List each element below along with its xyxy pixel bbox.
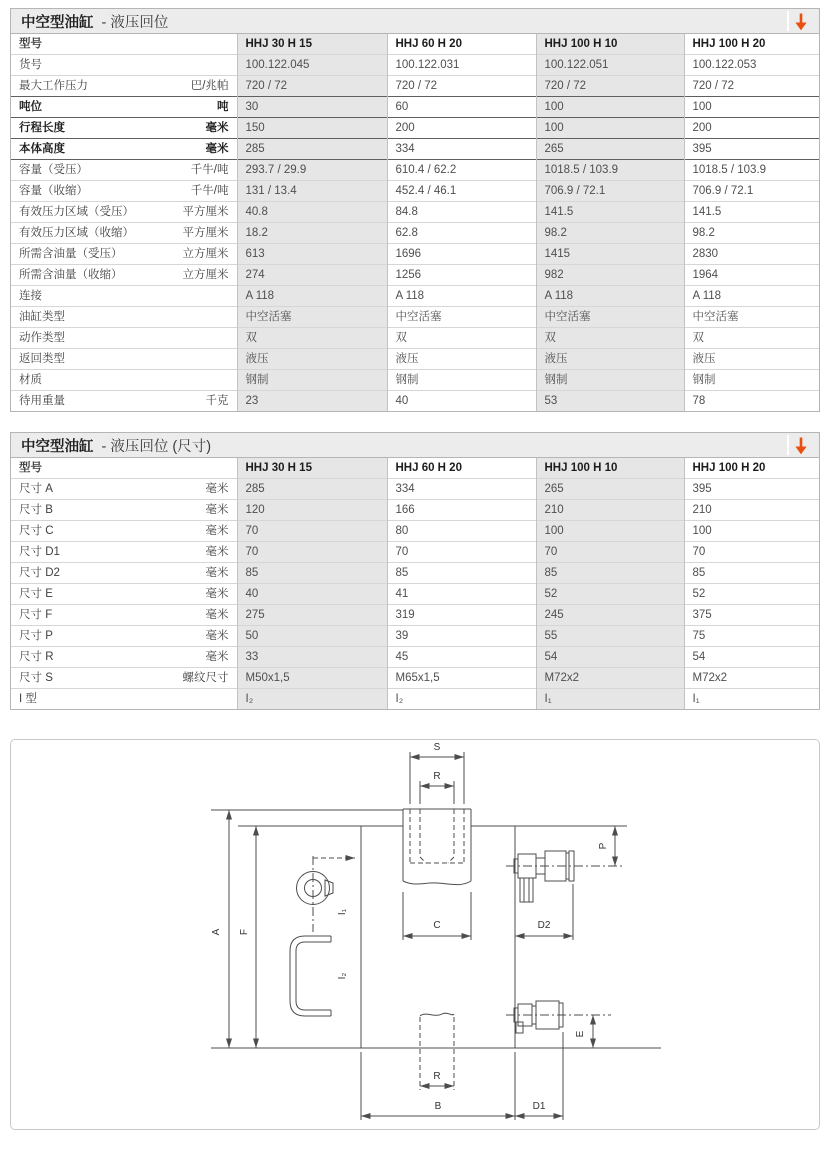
table-row bbox=[11, 328, 819, 349]
row-unit bbox=[168, 370, 237, 391]
value-cell: 166 bbox=[387, 500, 536, 521]
table-row bbox=[11, 647, 819, 668]
value-cell: 23 bbox=[237, 391, 387, 412]
row-label: 有效压力区域（受压） bbox=[11, 202, 168, 223]
table-row bbox=[11, 307, 819, 328]
table-row bbox=[11, 97, 819, 118]
value-cell: 70 bbox=[237, 521, 387, 542]
row-label: 容量（收缩） bbox=[11, 181, 168, 202]
value-cell: 245 bbox=[536, 605, 684, 626]
row-label: 所需含油量（受压） bbox=[11, 244, 168, 265]
value-cell: 45 bbox=[387, 647, 536, 668]
value-cell: 52 bbox=[684, 584, 819, 605]
dimension-label-f: F bbox=[239, 928, 250, 936]
value-cell: M50x1,5 bbox=[237, 668, 387, 689]
dimension-label-i1: I₁ bbox=[337, 908, 348, 916]
value-cell: A 118 bbox=[237, 286, 387, 307]
value-cell: 液压 bbox=[536, 349, 684, 370]
row-unit: 平方厘米 bbox=[168, 202, 237, 223]
value-cell: 375 bbox=[684, 605, 819, 626]
table-row bbox=[11, 349, 819, 370]
dimension-b-d1 bbox=[361, 1032, 563, 1120]
row-unit: 毫米 bbox=[168, 626, 237, 647]
dimension-label-i2: I₂ bbox=[337, 972, 348, 980]
value-cell: 131 / 13.4 bbox=[237, 181, 387, 202]
value-cell: 钢制 bbox=[536, 370, 684, 391]
table-row bbox=[11, 286, 819, 307]
row-label: 尺寸 C bbox=[11, 521, 168, 542]
value-cell: 40 bbox=[387, 391, 536, 412]
value-cell: 1018.5 / 103.9 bbox=[684, 160, 819, 181]
value-cell: 液压 bbox=[684, 349, 819, 370]
table-header-row bbox=[11, 458, 819, 479]
value-cell: 100 bbox=[684, 97, 819, 118]
value-cell: 85 bbox=[387, 563, 536, 584]
value-cell: 1018.5 / 103.9 bbox=[536, 160, 684, 181]
row-unit: 立方厘米 bbox=[168, 244, 237, 265]
value-cell: 210 bbox=[536, 500, 684, 521]
download-arrow-icon[interactable] bbox=[787, 435, 813, 455]
value-cell: 200 bbox=[387, 118, 536, 139]
table-row bbox=[11, 223, 819, 244]
row-label: 尺寸 F bbox=[11, 605, 168, 626]
dimension-r-top bbox=[420, 771, 454, 804]
value-cell: 84.8 bbox=[387, 202, 536, 223]
dimension-label-b: B bbox=[434, 1101, 442, 1112]
value-cell: I₁ bbox=[536, 689, 684, 710]
dimension-label-a: A bbox=[211, 928, 222, 936]
value-cell: 285 bbox=[237, 479, 387, 500]
value-cell: 452.4 / 46.1 bbox=[387, 181, 536, 202]
table-row bbox=[11, 542, 819, 563]
value-cell: 40 bbox=[237, 584, 387, 605]
value-cell: 334 bbox=[387, 479, 536, 500]
row-unit: 毫米 bbox=[168, 605, 237, 626]
row-unit: 吨 bbox=[168, 97, 237, 118]
row-label: 容量（受压） bbox=[11, 160, 168, 181]
row-label: 尺寸 A bbox=[11, 479, 168, 500]
value-cell: 85 bbox=[237, 563, 387, 584]
dimension-label-d2: D2 bbox=[537, 920, 551, 931]
row-label: 行程长度 bbox=[11, 118, 168, 139]
value-cell: 395 bbox=[684, 139, 819, 160]
table-header-row bbox=[11, 34, 819, 55]
value-cell: 293.7 / 29.9 bbox=[237, 160, 387, 181]
column-header-label: 型号 bbox=[19, 38, 42, 50]
value-cell: 30 bbox=[237, 97, 387, 118]
value-cell: 2830 bbox=[684, 244, 819, 265]
row-unit: 毫米 bbox=[168, 118, 237, 139]
row-label: 连接 bbox=[11, 286, 168, 307]
value-cell: 100 bbox=[684, 521, 819, 542]
table-row bbox=[11, 391, 819, 412]
row-unit bbox=[168, 286, 237, 307]
row-unit bbox=[168, 55, 237, 76]
section-title-product: 中空型油缸 bbox=[21, 438, 94, 455]
value-cell: 70 bbox=[387, 542, 536, 563]
value-cell: 54 bbox=[684, 647, 819, 668]
section-title-product: 中空型油缸 bbox=[21, 14, 94, 31]
row-unit bbox=[168, 689, 237, 710]
value-cell: 钢制 bbox=[387, 370, 536, 391]
value-cell: I₂ bbox=[237, 689, 387, 710]
value-cell: 中空活塞 bbox=[536, 307, 684, 328]
value-cell: I₁ bbox=[684, 689, 819, 710]
value-cell: 62.8 bbox=[387, 223, 536, 244]
value-cell: 100.122.031 bbox=[387, 55, 536, 76]
value-cell: 100.122.051 bbox=[536, 55, 684, 76]
dimension-label-r-bottom: R bbox=[433, 1071, 441, 1082]
dimension-p bbox=[598, 826, 615, 866]
row-label: 本体高度 bbox=[11, 139, 168, 160]
dimension-c bbox=[403, 920, 471, 936]
row-unit bbox=[168, 307, 237, 328]
section-title bbox=[21, 11, 168, 32]
value-cell: 150 bbox=[237, 118, 387, 139]
value-cell: 395 bbox=[684, 479, 819, 500]
row-label: 尺寸 B bbox=[11, 500, 168, 521]
table-row bbox=[11, 118, 819, 139]
value-cell: 52 bbox=[536, 584, 684, 605]
value-cell: 98.2 bbox=[536, 223, 684, 244]
row-label: 最大工作压力 bbox=[11, 76, 168, 97]
table-row bbox=[11, 160, 819, 181]
value-cell: 85 bbox=[684, 563, 819, 584]
column-header-model: HHJ 100 H 20 bbox=[684, 34, 819, 55]
row-unit: 千牛/吨 bbox=[168, 160, 237, 181]
value-cell: 中空活塞 bbox=[387, 307, 536, 328]
table-row bbox=[11, 479, 819, 500]
value-cell: 706.9 / 72.1 bbox=[684, 181, 819, 202]
dimension-table bbox=[11, 458, 819, 709]
row-label: 尺寸 S bbox=[11, 668, 168, 689]
dimension-label-d1: D1 bbox=[532, 1101, 546, 1112]
value-cell: A 118 bbox=[387, 286, 536, 307]
table-row bbox=[11, 202, 819, 223]
table-row bbox=[11, 265, 819, 286]
value-cell: 100 bbox=[536, 118, 684, 139]
table-row bbox=[11, 605, 819, 626]
column-header-label: 型号 bbox=[19, 462, 42, 474]
value-cell: 双 bbox=[387, 328, 536, 349]
value-cell: 141.5 bbox=[536, 202, 684, 223]
dimension-panel-header bbox=[11, 433, 819, 458]
value-cell: 53 bbox=[536, 391, 684, 412]
value-cell: 双 bbox=[237, 328, 387, 349]
row-label: 材质 bbox=[11, 370, 168, 391]
table-row bbox=[11, 563, 819, 584]
section-title-variant: - 液压回位 bbox=[101, 14, 169, 31]
table-row bbox=[11, 139, 819, 160]
column-header-model: HHJ 60 H 20 bbox=[387, 458, 536, 479]
row-label: 油缸类型 bbox=[11, 307, 168, 328]
value-cell: 720 / 72 bbox=[237, 76, 387, 97]
value-cell: 285 bbox=[237, 139, 387, 160]
value-cell: 55 bbox=[536, 626, 684, 647]
lower-coupler bbox=[506, 1001, 611, 1033]
row-label: 尺寸 D1 bbox=[11, 542, 168, 563]
value-cell: 720 / 72 bbox=[684, 76, 819, 97]
row-unit bbox=[168, 349, 237, 370]
row-label: I 型 bbox=[11, 689, 168, 710]
value-cell: 54 bbox=[536, 647, 684, 668]
value-cell: 706.9 / 72.1 bbox=[536, 181, 684, 202]
value-cell: 39 bbox=[387, 626, 536, 647]
label-i1 bbox=[313, 858, 355, 915]
value-cell: 中空活塞 bbox=[237, 307, 387, 328]
row-unit: 毫米 bbox=[168, 500, 237, 521]
value-cell: 液压 bbox=[237, 349, 387, 370]
cylinder-dimension-diagram bbox=[10, 739, 820, 1130]
section-title bbox=[21, 435, 211, 456]
upper-coupler bbox=[506, 851, 623, 902]
value-cell: 613 bbox=[237, 244, 387, 265]
value-cell: 265 bbox=[536, 479, 684, 500]
row-unit: 螺纹尺寸 bbox=[168, 668, 237, 689]
value-cell: 钢制 bbox=[237, 370, 387, 391]
value-cell: 274 bbox=[237, 265, 387, 286]
spec-panel-header bbox=[11, 9, 819, 34]
value-cell: 60 bbox=[387, 97, 536, 118]
value-cell: 210 bbox=[684, 500, 819, 521]
row-unit: 毫米 bbox=[168, 647, 237, 668]
row-label: 有效压力区域（收缩） bbox=[11, 223, 168, 244]
value-cell: 200 bbox=[684, 118, 819, 139]
value-cell: 141.5 bbox=[684, 202, 819, 223]
row-label: 待用重量 bbox=[11, 391, 168, 412]
value-cell: 钢制 bbox=[684, 370, 819, 391]
row-unit: 平方厘米 bbox=[168, 223, 237, 244]
row-unit: 立方厘米 bbox=[168, 265, 237, 286]
table-row bbox=[11, 500, 819, 521]
dimension-label-s: S bbox=[433, 742, 441, 753]
table-row bbox=[11, 626, 819, 647]
value-cell: 85 bbox=[536, 563, 684, 584]
value-cell: M65x1,5 bbox=[387, 668, 536, 689]
value-cell: I₂ bbox=[387, 689, 536, 710]
value-cell: 78 bbox=[684, 391, 819, 412]
row-unit: 毫米 bbox=[168, 479, 237, 500]
table-row bbox=[11, 181, 819, 202]
value-cell: 33 bbox=[237, 647, 387, 668]
section-title-variant: - 液压回位 (尺寸) bbox=[101, 438, 212, 455]
dimension-label-r-top: R bbox=[433, 771, 441, 782]
column-header-model: HHJ 30 H 15 bbox=[237, 34, 387, 55]
row-label: 尺寸 R bbox=[11, 647, 168, 668]
row-unit: 千牛/吨 bbox=[168, 181, 237, 202]
dimension-label-c: C bbox=[433, 920, 441, 931]
row-unit: 毫米 bbox=[168, 563, 237, 584]
row-unit: 毫米 bbox=[168, 521, 237, 542]
value-cell: 70 bbox=[684, 542, 819, 563]
value-cell: 双 bbox=[536, 328, 684, 349]
value-cell: 319 bbox=[387, 605, 536, 626]
value-cell: 50 bbox=[237, 626, 387, 647]
value-cell: 75 bbox=[684, 626, 819, 647]
table-row bbox=[11, 244, 819, 265]
row-label: 返回类型 bbox=[11, 349, 168, 370]
row-unit bbox=[168, 328, 237, 349]
row-label: 所需含油量（收缩） bbox=[11, 265, 168, 286]
value-cell: 1256 bbox=[387, 265, 536, 286]
dimension-label-p: P bbox=[598, 842, 609, 850]
value-cell: M72x2 bbox=[536, 668, 684, 689]
value-cell: M72x2 bbox=[684, 668, 819, 689]
row-label: 尺寸 P bbox=[11, 626, 168, 647]
row-unit: 毫米 bbox=[168, 139, 237, 160]
value-cell: A 118 bbox=[684, 286, 819, 307]
row-unit: 毫米 bbox=[168, 542, 237, 563]
value-cell: 120 bbox=[237, 500, 387, 521]
column-header-model: HHJ 60 H 20 bbox=[387, 34, 536, 55]
row-unit: 千克 bbox=[168, 391, 237, 412]
spec-table bbox=[11, 34, 819, 411]
value-cell: 720 / 72 bbox=[387, 76, 536, 97]
value-cell: 中空活塞 bbox=[684, 307, 819, 328]
value-cell: 双 bbox=[684, 328, 819, 349]
dimension-label-e: E bbox=[575, 1030, 586, 1038]
table-row bbox=[11, 584, 819, 605]
value-cell: 610.4 / 62.2 bbox=[387, 160, 536, 181]
value-cell: 100.122.053 bbox=[684, 55, 819, 76]
value-cell: 70 bbox=[237, 542, 387, 563]
table-row bbox=[11, 521, 819, 542]
table-row bbox=[11, 689, 819, 710]
column-header-model: HHJ 30 H 15 bbox=[237, 458, 387, 479]
spec-panel bbox=[10, 8, 820, 412]
value-cell: 100 bbox=[536, 521, 684, 542]
value-cell: 1415 bbox=[536, 244, 684, 265]
value-cell: 334 bbox=[387, 139, 536, 160]
column-header-model: HHJ 100 H 20 bbox=[684, 458, 819, 479]
dimension-panel bbox=[10, 432, 820, 710]
value-cell: A 118 bbox=[536, 286, 684, 307]
table-row bbox=[11, 55, 819, 76]
cylinder-drawing bbox=[11, 740, 819, 1129]
dimension-r-bottom bbox=[420, 1071, 454, 1086]
value-cell: 70 bbox=[536, 542, 684, 563]
row-label: 尺寸 E bbox=[11, 584, 168, 605]
value-cell: 18.2 bbox=[237, 223, 387, 244]
column-header-model: HHJ 100 H 10 bbox=[536, 458, 684, 479]
dimension-f bbox=[239, 826, 256, 1048]
value-cell: 液压 bbox=[387, 349, 536, 370]
value-cell: 720 / 72 bbox=[536, 76, 684, 97]
value-cell: 80 bbox=[387, 521, 536, 542]
dimension-e bbox=[575, 1015, 593, 1048]
table-row bbox=[11, 370, 819, 391]
value-cell: 1964 bbox=[684, 265, 819, 286]
value-cell: 982 bbox=[536, 265, 684, 286]
download-arrow-icon[interactable] bbox=[787, 11, 813, 31]
value-cell: 40.8 bbox=[237, 202, 387, 223]
value-cell: 98.2 bbox=[684, 223, 819, 244]
value-cell: 265 bbox=[536, 139, 684, 160]
value-cell: 100 bbox=[536, 97, 684, 118]
value-cell: 100.122.045 bbox=[237, 55, 387, 76]
value-cell: 275 bbox=[237, 605, 387, 626]
value-cell: 1696 bbox=[387, 244, 536, 265]
value-cell: 41 bbox=[387, 584, 536, 605]
row-label: 尺寸 D2 bbox=[11, 563, 168, 584]
row-label: 货号 bbox=[11, 55, 168, 76]
carry-handle bbox=[290, 936, 331, 1016]
row-unit: 毫米 bbox=[168, 584, 237, 605]
row-label: 吨位 bbox=[11, 97, 168, 118]
row-label: 动作类型 bbox=[11, 328, 168, 349]
table-row bbox=[11, 76, 819, 97]
row-unit: 巴/兆帕 bbox=[168, 76, 237, 97]
table-row bbox=[11, 668, 819, 689]
column-header-model: HHJ 100 H 10 bbox=[536, 34, 684, 55]
eye-bolt bbox=[297, 856, 334, 932]
